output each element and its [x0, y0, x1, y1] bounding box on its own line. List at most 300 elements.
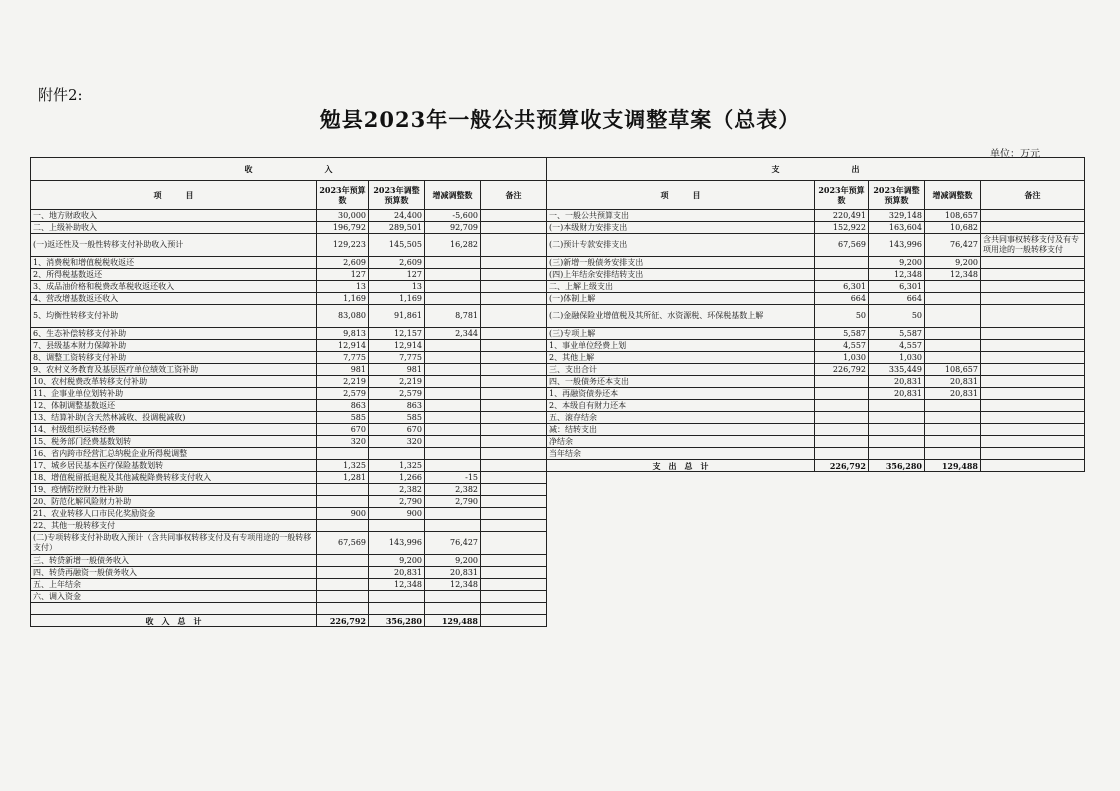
expense-row [547, 281, 1085, 293]
expense-cell-item: 2、其他上解 [547, 352, 815, 364]
income-cell-adjusted: 143,996 [369, 532, 425, 555]
expense-cell-adjusted: 5,587 [869, 328, 925, 340]
expense-row [547, 400, 1085, 412]
expense-row [547, 424, 1085, 436]
income-cell-item: 10、农村税费改革转移支付补助 [31, 376, 317, 388]
income-cell-note [481, 424, 547, 436]
income-row [31, 508, 547, 520]
expense-cell-adjusted: 9,200 [869, 257, 925, 269]
income-cell-item: 9、农村义务教育及基层医疗单位绩效工资补助 [31, 364, 317, 376]
income-cell-item: 一、地方财政收入 [31, 210, 317, 222]
income-cell-adjusted: 863 [369, 400, 425, 412]
unit-label: 单位：万元 [990, 149, 1040, 160]
income-total-change: 129,488 [425, 615, 481, 627]
income-row [31, 269, 547, 281]
income-cell-adjusted: 12,348 [369, 579, 425, 591]
income-cell-change [425, 424, 481, 436]
expense-cell-note [981, 305, 1085, 328]
expense-total-budget: 226,792 [815, 460, 869, 472]
expense-cell-item: 净结余 [547, 436, 815, 448]
expense-cell-budget: 6,301 [815, 281, 869, 293]
expense-cell-budget: 50 [815, 305, 869, 328]
income-row [31, 448, 547, 460]
expense-cell-change: 20,831 [925, 388, 981, 400]
income-row [31, 328, 547, 340]
income-cell-note [481, 460, 547, 472]
expense-row [547, 210, 1085, 222]
page-title: 勉县2023年一般公共预算收支调整草案（总表） [319, 107, 801, 132]
income-cell-note [481, 520, 547, 532]
expense-cell-change [925, 436, 981, 448]
income-row [31, 305, 547, 328]
expense-row [547, 328, 1085, 340]
income-cell-budget [317, 555, 369, 567]
income-cell-item: 六、调入资金 [31, 591, 317, 603]
income-cell-adjusted: 1,169 [369, 293, 425, 305]
income-cell-item: 16、省内跨市经营汇总纳税企业所得税调整 [31, 448, 317, 460]
expense-cell-item: 四、一般债务还本支出 [547, 376, 815, 388]
income-row [31, 376, 547, 388]
expense-cell-adjusted: 143,996 [869, 234, 925, 257]
income-cell-budget: 585 [317, 412, 369, 424]
income-row [31, 460, 547, 472]
income-cell-budget: 2,579 [317, 388, 369, 400]
income-cell-note [481, 496, 547, 508]
income-cell-adjusted: 585 [369, 412, 425, 424]
income-cell-adjusted: 2,790 [369, 496, 425, 508]
income-cell-adjusted: 91,861 [369, 305, 425, 328]
income-cell-budget: 13 [317, 281, 369, 293]
expense-total-note [981, 460, 1085, 472]
expense-cell-item: 1、事业单位经费上划 [547, 340, 815, 352]
expense-cell-budget [815, 269, 869, 281]
expense-cell-adjusted [869, 400, 925, 412]
income-cell-note [481, 222, 547, 234]
expense-cell-note [981, 424, 1085, 436]
income-cell-budget [317, 484, 369, 496]
income-row [31, 591, 547, 603]
income-header: 收 入 [31, 158, 547, 181]
income-cell-item: 3、成品油价格和税费改革税收返还收入 [31, 281, 317, 293]
expense-cell-budget [815, 448, 869, 460]
expense-cell-change: 20,831 [925, 376, 981, 388]
expense-cell-change [925, 340, 981, 352]
income-cell-change [425, 364, 481, 376]
expense-cell-item: 二、上解上级支出 [547, 281, 815, 293]
income-cell-budget [317, 520, 369, 532]
income-row [31, 340, 547, 352]
income-cell-note [481, 472, 547, 484]
income-cell-item: 4、营改增基数返还收入 [31, 293, 317, 305]
expense-cell-item: 三、支出合计 [547, 364, 815, 376]
income-cell-budget: 7,775 [317, 352, 369, 364]
expense-cell-change: 12,348 [925, 269, 981, 281]
expense-row [547, 340, 1085, 352]
income-cell-item: 四、转贷再融资一般债务收入 [31, 567, 317, 579]
income-cell-adjusted: 12,914 [369, 340, 425, 352]
income-row [31, 364, 547, 376]
income-cell-item: 15、税务部门经费基数划转 [31, 436, 317, 448]
expense-row [547, 269, 1085, 281]
income-cell-item: 2、所得税基数返还 [31, 269, 317, 281]
income-cell-budget: 981 [317, 364, 369, 376]
expense-cell-adjusted: 6,301 [869, 281, 925, 293]
income-cell-change [425, 257, 481, 269]
income-cell-change [425, 376, 481, 388]
expense-cell-adjusted [869, 412, 925, 424]
income-cell-budget: 900 [317, 508, 369, 520]
expense-col-change: 增减调整数 [925, 181, 981, 210]
income-cell-change: 8,781 [425, 305, 481, 328]
expense-cell-change [925, 281, 981, 293]
expense-cell-note [981, 269, 1085, 281]
income-cell-note [481, 281, 547, 293]
income-cell-adjusted [369, 591, 425, 603]
expense-cell-adjusted: 50 [869, 305, 925, 328]
income-cell-note [481, 508, 547, 520]
income-row [31, 472, 547, 484]
income-col-change: 增减调整数 [425, 181, 481, 210]
expense-cell-budget [815, 400, 869, 412]
expense-cell-item: (一)体制上解 [547, 293, 815, 305]
expense-rows [547, 210, 1085, 460]
income-cell-budget: 9,813 [317, 328, 369, 340]
income-cell-change [425, 591, 481, 603]
expense-cell-change: 108,657 [925, 364, 981, 376]
expense-cell-note [981, 436, 1085, 448]
income-cell-item: 19、疫情防控财力性补助 [31, 484, 317, 496]
income-cell-change [425, 412, 481, 424]
income-total-label: 收 入 总 计 [31, 615, 317, 627]
expense-row [547, 293, 1085, 305]
income-cell-item: 1、消费税和增值税税收返还 [31, 257, 317, 269]
income-row [31, 281, 547, 293]
income-cell-note [481, 376, 547, 388]
attachment-label: 附件2: [38, 86, 83, 104]
income-cell-adjusted: 24,400 [369, 210, 425, 222]
expense-cell-adjusted: 4,557 [869, 340, 925, 352]
expense-cell-change: 108,657 [925, 210, 981, 222]
income-cell-note [481, 388, 547, 400]
expense-cell-item: (二)预计专款安排支出 [547, 234, 815, 257]
income-cell-note [481, 448, 547, 460]
expense-cell-budget: 4,557 [815, 340, 869, 352]
income-cell-change: 9,200 [425, 555, 481, 567]
expense-total-label: 支 出 总 计 [547, 460, 815, 472]
income-cell-change: 2,382 [425, 484, 481, 496]
expense-col-item: 项 目 [547, 181, 815, 210]
expense-cell-budget [815, 257, 869, 269]
expense-cell-item: (三)专项上解 [547, 328, 815, 340]
expense-cell-change [925, 328, 981, 340]
income-cell-adjusted: 145,505 [369, 234, 425, 257]
expense-row [547, 257, 1085, 269]
income-cell-note [481, 555, 547, 567]
income-row [31, 210, 547, 222]
income-cell-note [481, 328, 547, 340]
income-cell-adjusted [369, 603, 425, 615]
income-cell-budget: 83,080 [317, 305, 369, 328]
income-cell-change: 12,348 [425, 579, 481, 591]
income-cell-item: 11、企事业单位划转补助 [31, 388, 317, 400]
expense-row [547, 234, 1085, 257]
income-cell-adjusted: 13 [369, 281, 425, 293]
income-row [31, 222, 547, 234]
expense-col-budget: 2023年预算数 [815, 181, 869, 210]
expense-cell-adjusted: 12,348 [869, 269, 925, 281]
income-row [31, 234, 547, 257]
income-row [31, 532, 547, 555]
income-cell-note [481, 412, 547, 424]
income-cell-adjusted: 20,831 [369, 567, 425, 579]
income-cell-adjusted: 981 [369, 364, 425, 376]
income-cell-note [481, 484, 547, 496]
expense-cell-budget [815, 412, 869, 424]
expense-cell-change [925, 305, 981, 328]
expense-cell-adjusted: 335,449 [869, 364, 925, 376]
income-cell-item: 18、增值税留抵退税及其他减税降费转移支付收入 [31, 472, 317, 484]
income-cell-change [425, 388, 481, 400]
income-cell-budget: 129,223 [317, 234, 369, 257]
income-cell-note [481, 436, 547, 448]
income-cell-adjusted: 9,200 [369, 555, 425, 567]
income-cell-item: 8、调整工资转移支付补助 [31, 352, 317, 364]
income-cell-change: 76,427 [425, 532, 481, 555]
income-row [31, 484, 547, 496]
expense-cell-item: 1、再融资债券还本 [547, 388, 815, 400]
expense-cell-note [981, 210, 1085, 222]
expense-row [547, 412, 1085, 424]
expense-cell-adjusted: 1,030 [869, 352, 925, 364]
income-cell-adjusted: 7,775 [369, 352, 425, 364]
income-cell-note [481, 567, 547, 579]
income-cell-note [481, 293, 547, 305]
income-cell-budget: 863 [317, 400, 369, 412]
income-row [31, 567, 547, 579]
expense-cell-note [981, 376, 1085, 388]
expense-cell-note [981, 293, 1085, 305]
income-cell-change: -15 [425, 472, 481, 484]
income-cell-budget [317, 496, 369, 508]
income-cell-change [425, 400, 481, 412]
income-row [31, 257, 547, 269]
income-cell-adjusted [369, 520, 425, 532]
income-cell-change [425, 293, 481, 305]
expense-cell-note [981, 352, 1085, 364]
income-total-adjusted: 356,280 [369, 615, 425, 627]
income-cell-item [31, 603, 317, 615]
income-cell-adjusted: 289,501 [369, 222, 425, 234]
income-cell-budget: 67,569 [317, 532, 369, 555]
income-cell-budget [317, 448, 369, 460]
income-cell-note [481, 257, 547, 269]
income-cell-change: -5,600 [425, 210, 481, 222]
expense-row [547, 388, 1085, 400]
income-cell-change [425, 603, 481, 615]
income-cell-adjusted: 12,157 [369, 328, 425, 340]
income-cell-item: 6、生态补偿转移支付补助 [31, 328, 317, 340]
expense-cell-budget: 664 [815, 293, 869, 305]
income-cell-note [481, 591, 547, 603]
expense-cell-note: 含共同事权转移支付及有专项用途的一般转移支付 [981, 234, 1085, 257]
income-cell-budget: 30,000 [317, 210, 369, 222]
income-cell-adjusted: 2,579 [369, 388, 425, 400]
income-cell-budget [317, 579, 369, 591]
income-total-budget: 226,792 [317, 615, 369, 627]
income-row [31, 352, 547, 364]
income-cell-change [425, 460, 481, 472]
income-cell-adjusted: 1,266 [369, 472, 425, 484]
income-cell-note [481, 400, 547, 412]
expense-cell-note [981, 222, 1085, 234]
income-cell-item: 五、上年结余 [31, 579, 317, 591]
income-cell-adjusted: 2,382 [369, 484, 425, 496]
income-cell-note [481, 210, 547, 222]
income-cell-note [481, 579, 547, 591]
income-cell-adjusted: 1,325 [369, 460, 425, 472]
income-cell-item: 21、农业转移人口市民化奖励资金 [31, 508, 317, 520]
expense-cell-item: (二)金融保险业增值税及其所征、水资源税、环保税基数上解 [547, 305, 815, 328]
income-row [31, 603, 547, 615]
expense-col-adjusted: 2023年调整预算数 [869, 181, 925, 210]
income-cell-adjusted: 2,219 [369, 376, 425, 388]
income-cell-item: 17、城乡居民基本医疗保险基数划转 [31, 460, 317, 472]
expense-total-change: 129,488 [925, 460, 981, 472]
expense-cell-note [981, 388, 1085, 400]
expense-cell-adjusted: 20,831 [869, 376, 925, 388]
income-cell-item: 5、均衡性转移支付补助 [31, 305, 317, 328]
income-cell-item: 22、其他一般转移支付 [31, 520, 317, 532]
expense-cell-item: 2、本级自有财力还本 [547, 400, 815, 412]
income-cell-note [481, 352, 547, 364]
expense-cell-adjusted [869, 448, 925, 460]
income-cell-budget: 127 [317, 269, 369, 281]
expense-cell-budget: 67,569 [815, 234, 869, 257]
expense-row [547, 436, 1085, 448]
income-cell-change: 2,790 [425, 496, 481, 508]
income-row [31, 412, 547, 424]
income-cell-change [425, 508, 481, 520]
income-row [31, 496, 547, 508]
expense-cell-adjusted: 664 [869, 293, 925, 305]
income-col-note: 备注 [481, 181, 547, 210]
income-row [31, 555, 547, 567]
income-cell-budget: 1,169 [317, 293, 369, 305]
expense-row [547, 364, 1085, 376]
income-cell-change: 20,831 [425, 567, 481, 579]
income-cell-item: 14、村级组织运转经费 [31, 424, 317, 436]
income-cell-item: (二)专项转移支付补助收入预计（含共同事权转移支付及有专项用途的一般转移支付） [31, 532, 317, 555]
expense-cell-note [981, 281, 1085, 293]
income-cell-change [425, 281, 481, 293]
expense-cell-budget: 220,491 [815, 210, 869, 222]
income-cell-change: 92,709 [425, 222, 481, 234]
income-rows [31, 210, 547, 615]
income-cell-change [425, 269, 481, 281]
expense-cell-change [925, 448, 981, 460]
income-cell-note [481, 234, 547, 257]
expense-cell-note [981, 400, 1085, 412]
income-cell-budget: 1,281 [317, 472, 369, 484]
expense-cell-note [981, 448, 1085, 460]
expense-cell-budget [815, 424, 869, 436]
expense-cell-item: (四)上年结余安排结转支出 [547, 269, 815, 281]
expense-cell-item: 减：结转支出 [547, 424, 815, 436]
expense-cell-item: 当年结余 [547, 448, 815, 460]
expense-cell-change [925, 293, 981, 305]
expense-cell-budget [815, 376, 869, 388]
income-row [31, 400, 547, 412]
expense-cell-change [925, 424, 981, 436]
expense-col-note: 备注 [981, 181, 1085, 210]
expense-table [546, 157, 1085, 472]
expense-cell-budget [815, 436, 869, 448]
expense-cell-note [981, 340, 1085, 352]
income-cell-item: 13、结算补助(含天然林减收、投调税减收) [31, 412, 317, 424]
expense-cell-note [981, 364, 1085, 376]
income-cell-budget [317, 567, 369, 579]
income-cell-budget: 670 [317, 424, 369, 436]
expense-cell-change: 10,682 [925, 222, 981, 234]
expense-cell-adjusted [869, 424, 925, 436]
income-cell-item: 二、上级补助收入 [31, 222, 317, 234]
income-cell-adjusted [369, 448, 425, 460]
expense-cell-note [981, 257, 1085, 269]
expense-total-adjusted: 356,280 [869, 460, 925, 472]
expense-cell-note [981, 328, 1085, 340]
expense-cell-budget: 5,587 [815, 328, 869, 340]
income-cell-adjusted: 320 [369, 436, 425, 448]
income-cell-note [481, 269, 547, 281]
expense-cell-adjusted [869, 436, 925, 448]
expense-cell-change [925, 400, 981, 412]
expense-row [547, 448, 1085, 460]
expense-cell-change [925, 352, 981, 364]
income-cell-budget: 320 [317, 436, 369, 448]
income-cell-adjusted: 127 [369, 269, 425, 281]
income-cell-budget: 2,609 [317, 257, 369, 269]
income-cell-change [425, 340, 481, 352]
income-cell-change: 2,344 [425, 328, 481, 340]
income-row [31, 520, 547, 532]
expense-cell-change [925, 412, 981, 424]
income-cell-change: 16,282 [425, 234, 481, 257]
income-cell-change [425, 520, 481, 532]
income-row [31, 436, 547, 448]
income-cell-note [481, 340, 547, 352]
income-cell-item: 7、县级基本财力保障补助 [31, 340, 317, 352]
expense-cell-budget [815, 388, 869, 400]
income-cell-budget: 2,219 [317, 376, 369, 388]
income-cell-budget [317, 591, 369, 603]
expense-cell-note [981, 412, 1085, 424]
expense-row [547, 305, 1085, 328]
income-row [31, 293, 547, 305]
income-cell-note [481, 532, 547, 555]
income-cell-change [425, 448, 481, 460]
income-table [30, 157, 547, 627]
income-cell-item: (一)返还性及一般性转移支付补助收入预计 [31, 234, 317, 257]
expense-cell-item: (三)新增一般债务安排支出 [547, 257, 815, 269]
income-cell-adjusted: 2,609 [369, 257, 425, 269]
income-cell-budget: 12,914 [317, 340, 369, 352]
income-row [31, 579, 547, 591]
income-col-budget: 2023年预算数 [317, 181, 369, 210]
expense-cell-adjusted: 329,148 [869, 210, 925, 222]
income-cell-item: 三、转贷新增一般债务收入 [31, 555, 317, 567]
income-cell-change [425, 352, 481, 364]
expense-cell-adjusted: 163,604 [869, 222, 925, 234]
